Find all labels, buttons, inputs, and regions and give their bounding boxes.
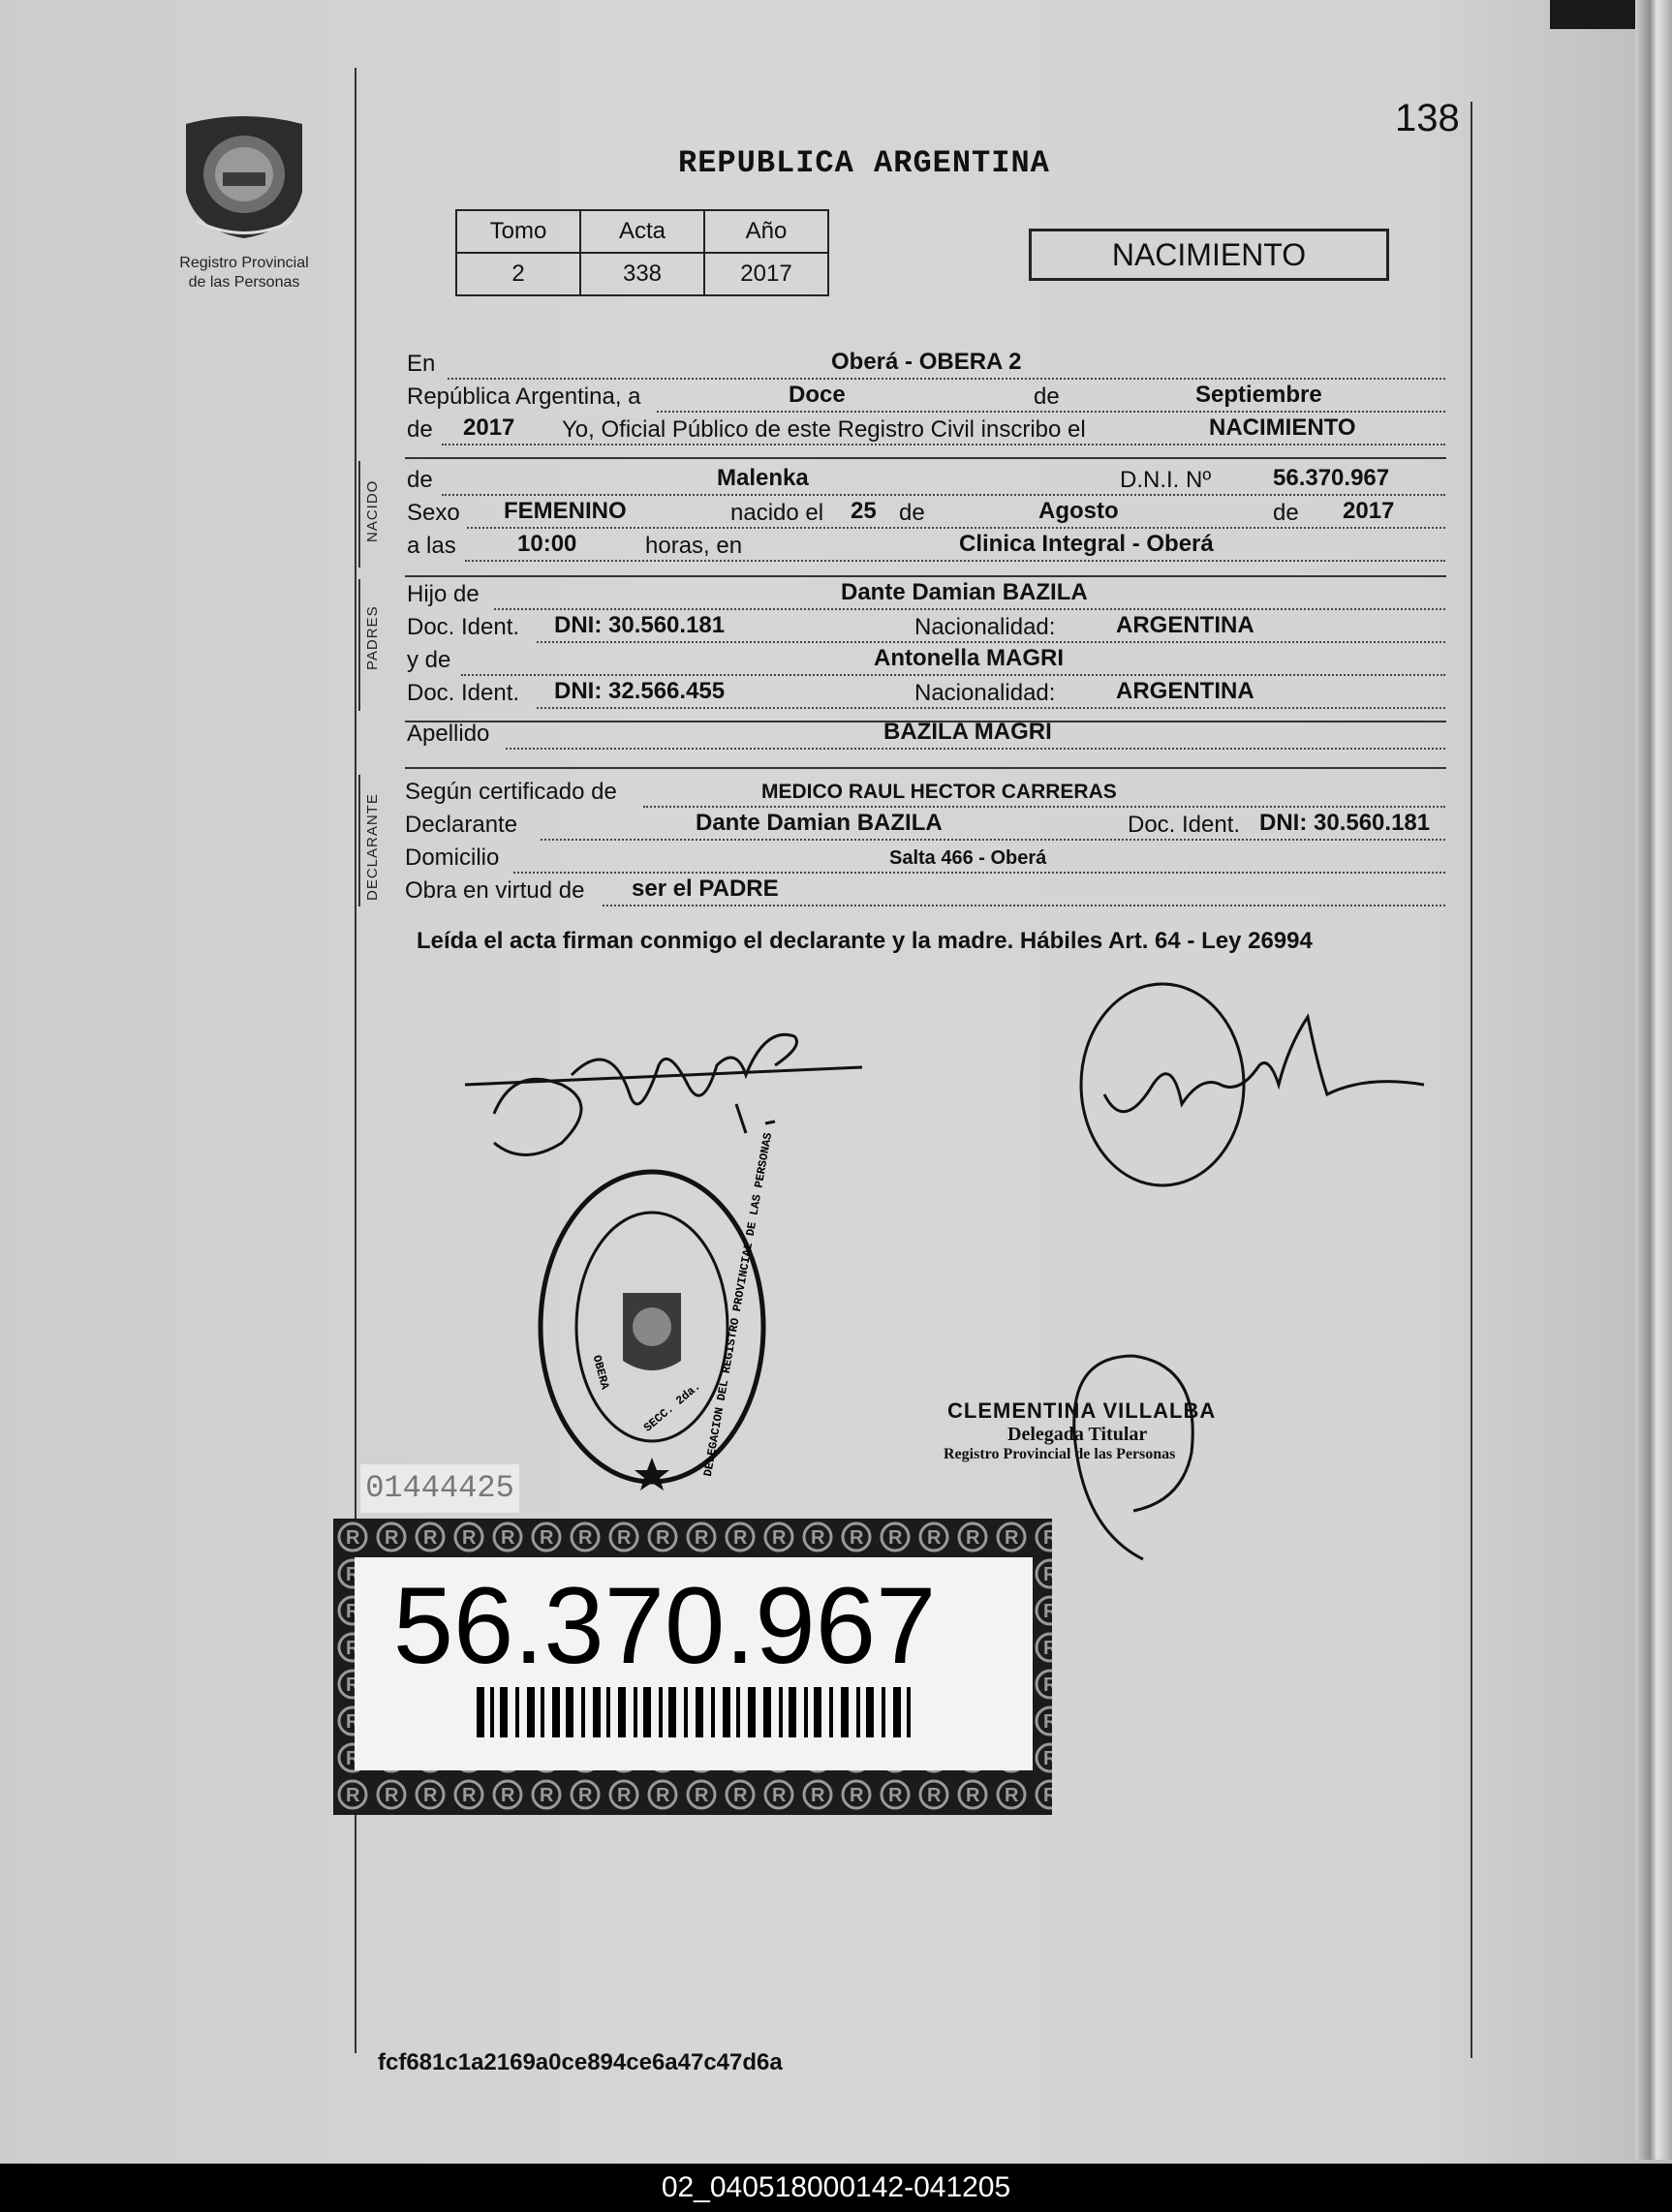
dotted-line: [506, 748, 1445, 750]
value-father-nationality: ARGENTINA: [1116, 612, 1254, 638]
dotted-line: [603, 905, 1445, 906]
label-sexo: Sexo: [407, 500, 460, 526]
value-birth-month: Agosto: [1038, 498, 1119, 524]
logo-caption-line2: de las Personas: [188, 274, 300, 291]
value-mother-doc: DNI: 32.566.455: [554, 678, 726, 704]
document-id-number: 56.370.967: [392, 1565, 937, 1686]
label-horas-en: horas, en: [641, 533, 746, 560]
value-day: Doce: [789, 382, 846, 408]
value-surname: BAZILA MAGRI: [883, 719, 1052, 745]
row-time-place: [405, 529, 1446, 562]
delegate-organization: Registro Provincial de las Personas: [944, 1446, 1176, 1462]
row-surname: [405, 717, 1446, 750]
row-father: [405, 577, 1446, 610]
label-obra-en-virtud: Obra en virtud de: [405, 877, 585, 904]
province-seal-icon: [167, 114, 322, 240]
section-bracket-declarante: [358, 775, 360, 906]
registry-logo-caption: [147, 254, 341, 292]
label-de: de: [1030, 384, 1064, 411]
row-certificate: [405, 775, 1446, 808]
side-label-declarante: DECLARANTE: [364, 793, 381, 901]
value-domicile: Salta 466 - Oberá: [889, 847, 1047, 869]
row-date: [405, 380, 1446, 413]
row-father-doc: [405, 610, 1446, 643]
label-segun-certificado: Según certificado de: [405, 779, 617, 805]
page-edge-right: [1635, 0, 1672, 2160]
label-nacionalidad: Nacionalidad:: [911, 614, 1059, 641]
section-divider: [405, 457, 1446, 459]
label-apellido: Apellido: [407, 721, 490, 747]
dotted-line: [442, 444, 1445, 445]
value-birth-time: 10:00: [517, 531, 577, 557]
row-mother-doc: [405, 676, 1446, 709]
stamp-inner-left: OBERA: [589, 1353, 612, 1392]
value-mother-nationality: ARGENTINA: [1116, 678, 1254, 704]
label-hijo-de: Hijo de: [407, 581, 480, 607]
label-oficial: Yo, Oficial Público de este Registro Civil inscribo el: [558, 416, 1090, 444]
document-hash: fcf681c1a2169a0ce894ce6a47c47d6a: [378, 2049, 783, 2075]
value-declarant: Dante Damian BAZILA: [696, 810, 943, 836]
value-event: NACIMIENTO: [1209, 415, 1356, 441]
label-en: En: [407, 351, 436, 377]
label-republic: República Argentina, a: [407, 384, 641, 410]
stamp-ring-text: DELEGACION DEL REGISTRO PROVINCIAL DE LAS PERSONAS: [700, 1131, 776, 1478]
section-divider: [405, 767, 1446, 769]
row-obra: [405, 874, 1446, 906]
value-obra: ser el PADRE: [632, 876, 779, 902]
value-birth-day: 25: [851, 498, 877, 524]
row-declarant: [405, 808, 1446, 841]
register-value-tomo: 2: [456, 253, 580, 295]
closing-statement: Leída el acta firman conmigo el declarante y la madre. Hábiles Art. 64 - Ley 26994: [417, 928, 1313, 954]
value-child-name: Malenka: [717, 465, 809, 491]
value-month: Septiembre: [1195, 382, 1322, 408]
value-birth-year: 2017: [1343, 498, 1395, 524]
value-father-name: Dante Damian BAZILA: [841, 579, 1088, 605]
row-place: [405, 347, 1446, 380]
side-label-nacido: NACIDO: [364, 479, 381, 542]
row-year-event: [405, 413, 1446, 445]
register-table: [455, 209, 829, 296]
label-de-birth-year: de: [1269, 500, 1303, 527]
stamp-inner-right: SECC. 2da.: [640, 1379, 704, 1435]
value-sexo: FEMENINO: [504, 498, 627, 524]
label-doc-ident: Doc. Ident.: [407, 680, 520, 706]
delegate-name: CLEMENTINA VILLALBA: [947, 1398, 1217, 1423]
label-declarante: Declarante: [405, 812, 518, 838]
document-title: REPUBLICA ARGENTINA: [678, 145, 1050, 181]
label-doc-ident: Doc. Ident.: [407, 614, 520, 640]
label-nacionalidad: Nacionalidad:: [911, 680, 1059, 707]
register-value-acta: 338: [580, 253, 704, 295]
register-header-ano: Año: [704, 210, 828, 253]
logo-caption-line1: Registro Provincial: [179, 255, 309, 271]
row-mother: [405, 643, 1446, 676]
signature-mother-icon: [1075, 978, 1434, 1201]
barcode-icon: [477, 1687, 913, 1737]
value-declarant-doc: DNI: 30.560.181: [1259, 810, 1431, 836]
register-header-acta: Acta: [580, 210, 704, 253]
label-de-year: de: [407, 416, 433, 443]
control-number: 01444425: [360, 1464, 519, 1513]
right-margin-line: [1471, 102, 1472, 2058]
label-de-month: de: [895, 500, 929, 527]
label-nacido-el: nacido el: [727, 500, 827, 527]
row-name: [405, 463, 1446, 496]
row-domicile: [405, 841, 1446, 874]
section-bracket-nacido: [358, 461, 360, 568]
row-sex-birth: [405, 496, 1446, 529]
value-certificate: MEDICO RAUL HECTOR CARRERAS: [761, 781, 1117, 803]
scan-footer-id: 02_040518000142-041205: [0, 2164, 1672, 2212]
document-type-box: NACIMIENTO: [1029, 229, 1389, 281]
label-dni: D.N.I. Nº: [1116, 467, 1215, 494]
label-de-name: de: [407, 467, 433, 493]
dotted-line: [465, 560, 1445, 562]
value-mother-name: Antonella MAGRI: [874, 645, 1064, 671]
delegate-signature-block: [944, 1398, 1217, 1463]
label-domicilio: Domicilio: [405, 845, 500, 871]
value-place: Oberá - OBERA 2: [831, 349, 1022, 375]
register-value-ano: 2017: [704, 253, 828, 295]
label-doc-ident: Doc. Ident.: [1124, 812, 1244, 839]
register-header-tomo: Tomo: [456, 210, 580, 253]
stamp-text: [531, 1131, 776, 1501]
label-a-las: a las: [407, 533, 456, 559]
section-bracket-padres: [358, 579, 360, 711]
side-label-padres: PADRES: [364, 605, 381, 670]
delegate-role: Delegada Titular: [1007, 1424, 1148, 1445]
value-child-dni: 56.370.967: [1273, 465, 1390, 491]
dotted-line: [537, 707, 1445, 709]
folio-number: 138: [1395, 97, 1460, 139]
value-father-doc: DNI: 30.560.181: [554, 612, 726, 638]
value-birth-place: Clinica Integral - Oberá: [959, 531, 1214, 557]
label-y-de: y de: [407, 647, 451, 673]
value-year: 2017: [463, 415, 515, 441]
